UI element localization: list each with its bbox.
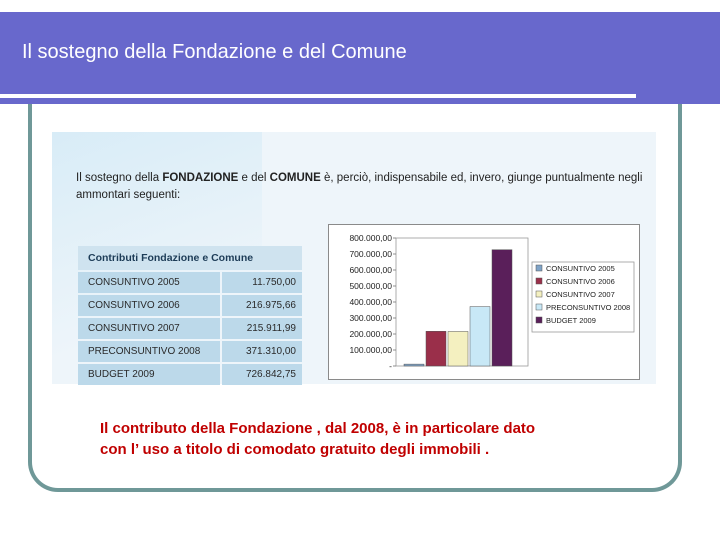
- row-label: CONSUNTIVO 2007: [78, 318, 220, 339]
- intro-paragraph: [76, 170, 656, 204]
- title-underline: [0, 94, 636, 98]
- table-row: [78, 318, 302, 339]
- row-label: BUDGET 2009: [78, 364, 220, 385]
- table-row: [78, 364, 302, 385]
- y-tick-label: -: [389, 361, 392, 371]
- row-value: 726.842,75: [222, 364, 302, 385]
- legend-swatch: [536, 304, 542, 310]
- body-line-1: Il contributo della Fondazione , dal 2008, è in particolare dato: [100, 420, 536, 437]
- legend-swatch: [536, 265, 542, 271]
- chart-bar: [404, 364, 424, 366]
- y-tick-label: 200.000,00: [349, 329, 392, 339]
- body-paragraph: [100, 418, 660, 460]
- y-tick-label: 300.000,00: [349, 313, 392, 323]
- row-value: 215.911,99: [222, 318, 302, 339]
- intro-part1: Il sostegno della: [76, 172, 163, 184]
- slide-title: Il sostegno della Fondazione e del Comune: [22, 41, 407, 63]
- y-tick-label: 700.000,00: [349, 249, 392, 259]
- legend-label: CONSUNTIVO 2007: [546, 290, 615, 299]
- chart-bar: [426, 331, 446, 366]
- intro-bold-comune: COMUNE: [269, 172, 321, 184]
- legend-swatch: [536, 278, 542, 284]
- row-value: 371.310,00: [222, 341, 302, 362]
- legend-label: CONSUNTIVO 2006: [546, 277, 615, 286]
- legend-label: CONSUNTIVO 2005: [546, 264, 615, 273]
- legend-label: BUDGET 2009: [546, 316, 596, 325]
- y-tick-label: 800.000,00: [349, 233, 392, 243]
- row-label: PRECONSUNTIVO 2008: [78, 341, 220, 362]
- row-value: 11.750,00: [222, 272, 302, 293]
- table-row: [78, 272, 302, 293]
- y-tick-label: 500.000,00: [349, 281, 392, 291]
- y-tick-label: 400.000,00: [349, 297, 392, 307]
- legend-swatch: [536, 317, 542, 323]
- body-line-2: con l’ uso a titolo di comodato gratuito degli immobili .: [100, 441, 490, 458]
- chart-bar: [492, 250, 512, 366]
- chart-bar: [470, 307, 490, 366]
- chart-bar: [448, 331, 468, 366]
- row-value: 216.975,66: [222, 295, 302, 316]
- row-label: CONSUNTIVO 2006: [78, 295, 220, 316]
- table-row: [78, 295, 302, 316]
- legend-swatch: [536, 291, 542, 297]
- table-header: Contributi Fondazione e Comune: [78, 246, 302, 270]
- table-row: [78, 341, 302, 362]
- y-tick-label: 100.000,00: [349, 345, 392, 355]
- contributions-table: [78, 246, 302, 387]
- bar-chart: [328, 224, 640, 380]
- intro-part2: e del: [238, 172, 270, 184]
- y-tick-label: 600.000,00: [349, 265, 392, 275]
- intro-bold-fondazione: FONDAZIONE: [162, 172, 239, 184]
- intro-part3: è, perciò, indispensabile ed, invero, giunge puntualmente negli ammontari seguenti:: [76, 172, 643, 201]
- row-label: CONSUNTIVO 2005: [78, 272, 220, 293]
- legend-label: PRECONSUNTIVO 2008: [546, 303, 631, 312]
